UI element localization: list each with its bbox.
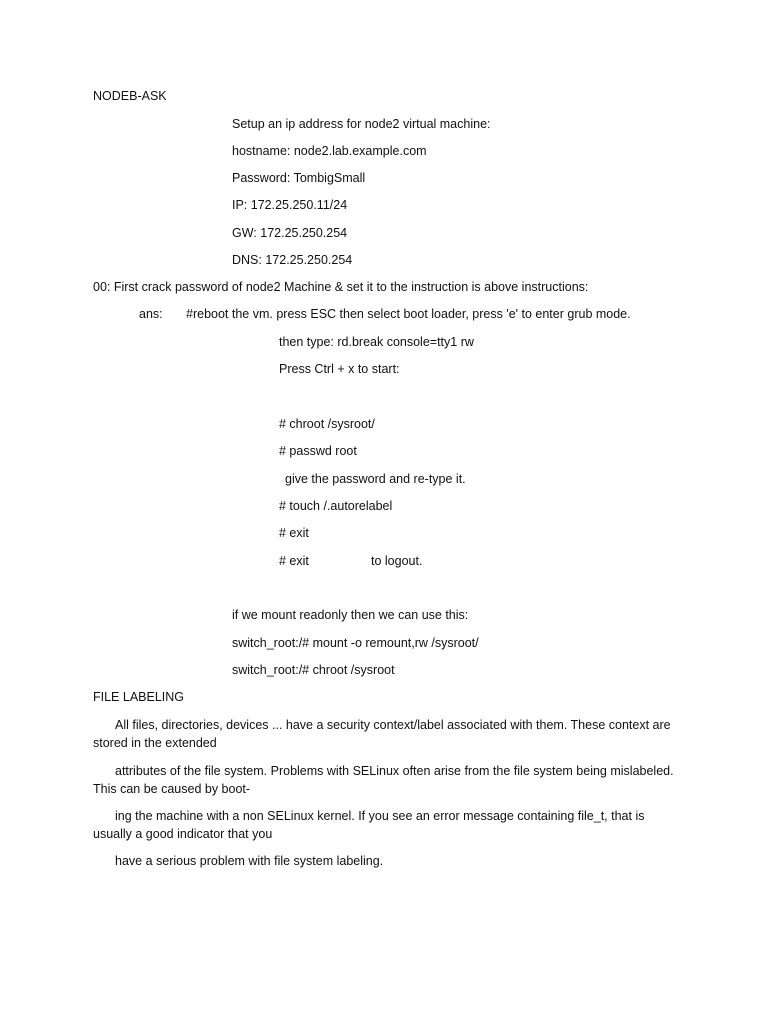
command-passwd: # passwd root (279, 444, 357, 458)
paragraph-text: attributes of the file system. Problems with SELinux often arise from the file system being mislabeled. This can be caused by boot- (93, 764, 674, 796)
command-exit-first: # exit (279, 526, 309, 540)
command-remount: switch_root:/# mount -o remount,rw /sysroot/ (232, 636, 479, 650)
question-line: 00: First crack password of node2 Machine & set it to the instruction is above instructions: (93, 280, 589, 294)
setup-dns: DNS: 172.25.250.254 (232, 253, 353, 267)
file-labeling-paragraph-1 (93, 716, 683, 752)
file-labeling-heading: FILE LABELING (93, 690, 185, 704)
setup-hostname: hostname: node2.lab.example.com (232, 144, 427, 158)
answer-step-start: Press Ctrl + x to start: (279, 362, 400, 376)
readonly-note: if we mount readonly then we can use this: (232, 608, 469, 622)
file-labeling-paragraph-4 (93, 852, 683, 870)
command-touch: # touch /.autorelabel (279, 499, 393, 513)
setup-password: Password: TombigSmall (232, 171, 366, 185)
answer-label: ans: (139, 307, 163, 321)
file-labeling-paragraph-3 (93, 807, 683, 843)
command-chroot: # chroot /sysroot/ (279, 417, 375, 431)
setup-title: Setup an ip address for node2 virtual machine: (232, 117, 491, 131)
answer-step-reboot: #reboot the vm. press ESC then select boot loader, press 'e' to enter grub mode. (186, 307, 631, 321)
paragraph-text: ing the machine with a non SELinux kernel. If you see an error message containing file_t, that is usually a good indicator that you (93, 809, 645, 841)
answer-step-rdbreak: then type: rd.break console=tty1 rw (279, 335, 474, 349)
command-exit-second: # exit (279, 554, 309, 568)
document-heading: NODEB-ASK (93, 89, 167, 103)
setup-ip: IP: 172.25.250.11/24 (232, 198, 348, 212)
file-labeling-paragraph-2 (93, 762, 683, 798)
logout-note: to logout. (371, 554, 423, 568)
setup-gw: GW: 172.25.250.254 (232, 226, 348, 240)
passwd-note: give the password and re-type it. (285, 472, 466, 486)
command-switch-chroot: switch_root:/# chroot /sysroot (232, 663, 395, 677)
paragraph-text: All files, directories, devices ... have a security context/label associated with them. These context are stored in the extended (93, 718, 671, 750)
paragraph-text: have a serious problem with file system labeling. (115, 854, 384, 868)
